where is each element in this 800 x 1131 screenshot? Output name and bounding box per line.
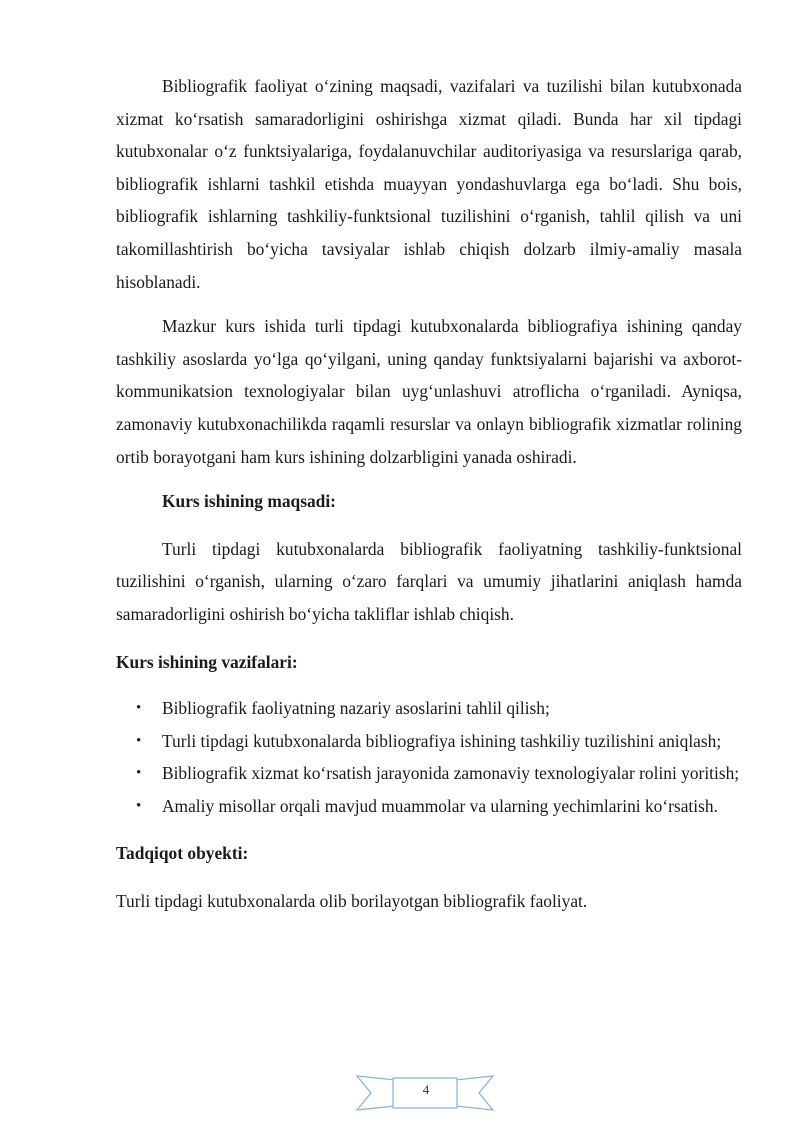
tasks-list — [116, 692, 742, 822]
list-item-text: Amaliy misollar orqali mavjud muammolar va ularning yechimlarini ko‘rsatish. — [162, 795, 718, 816]
list-item-text: Turli tipdagi kutubxonalarda bibliografiya ishining tashkiliy tuzilishini aniqlash; — [162, 730, 722, 751]
bullet-icon: • — [136, 765, 142, 782]
list-item — [116, 692, 742, 725]
intro-paragraph-2: Mazkur kurs ishida turli tipdagi kutubxonalarda bibliografiya ishining qanday tashkiliy asoslarda yo‘lga qo‘yilgani, uning qanday funktsiyalarni bajarishi va axborot-kommunikatsion texnologiyalar bilan uyg‘unlashuvi atroflicha o‘rganiladi. Ayniqsa, zamonaviy kutubxonachilikda raqamli resurslar va onlayn bibliografik xizmatlar rolining ortib borayotgani ham kurs ishining dolzarbligini yanada oshiradi. — [116, 316, 742, 467]
goal-heading: Kurs ishining maqsadi: — [162, 491, 336, 512]
object-paragraph: Turli tipdagi kutubxonalarda olib borilayotgan bibliografik faoliyat. — [116, 891, 588, 912]
object-heading: Tadqiqot obyekti: — [116, 843, 249, 864]
page-number: 4 — [422, 1082, 430, 1097]
list-item — [116, 757, 742, 790]
tasks-heading: Kurs ishining vazifalari: — [116, 651, 298, 672]
list-item — [116, 790, 742, 823]
list-item — [116, 725, 742, 758]
bullet-icon: • — [136, 700, 142, 717]
goal-paragraph: Turli tipdagi kutubxonalarda bibliografik faoliyatning tashkiliy-funktsional tuzilishini o‘rganish, ularning o‘zaro farqlari va umumiy jihatlarini aniqlash hamda samaradorligini oshirish bo‘yicha takliflar ishlab chiqish. — [116, 538, 742, 624]
list-item-text: Bibliografik faoliyatning nazariy asoslarini tahlil qilish; — [162, 698, 550, 719]
bullet-icon: • — [136, 797, 142, 814]
list-item-text: Bibliografik xizmat ko‘rsatish jarayonida zamonaviy texnologiyalar rolini yoritish; — [162, 763, 740, 784]
document-page — [116, 70, 742, 918]
intro-paragraph-1: Bibliografik faoliyat o‘zining maqsadi, vazifalari va tuzilishi bilan kutubxonada xizmat ko‘rsatish samaradorligini oshirishga xizmat qiladi. Bunda har xil tipdagi kutubxonalar o‘z funktsiyalariga, foydalanuvchilar auditoriyasiga va resurslariga qarab, bibliografik ishlarni tashkil etishda muayyan yondashuvlarga ega bo‘ladi. Shu bois, bibliografik ishlarning tashkiliy-funktsional tuzilishini o‘rganish, tahlil qilish va uni takomillashtirish bo‘yicha tavsiyalar ishlab chiqish dolzarb ilmiy-amaliy masala hisoblanadi. — [116, 76, 742, 292]
page-footer — [0, 1070, 800, 1120]
bullet-icon: • — [136, 732, 142, 749]
